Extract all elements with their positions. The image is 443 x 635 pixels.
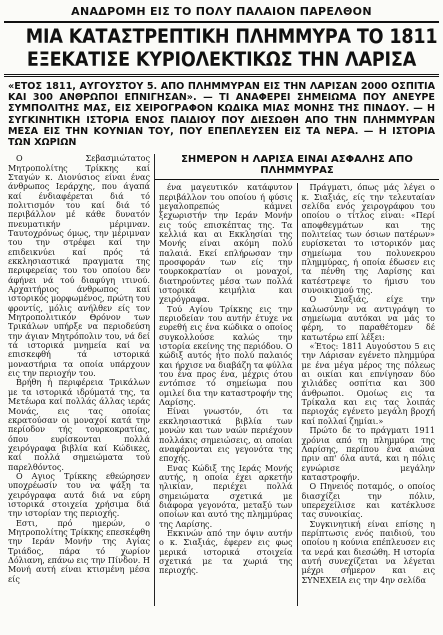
paragraph: Ο Αγιος Τρίκκης εθεώρησεν υποχρέωσίν του να ψάξη τα χειρόγραφα αυτά διά να εύρη ιστορικά στοιχεία χρήσιμα διά την ιστορίαν της περιοχής. [8,470,150,519]
divider [4,74,439,77]
lead-paragraph: «ΕΤΟΣ 1811, ΑΥΓΟΥΣΤΟΥ 5. ΑΠΟ ΠΛΗΜΜΥΡΑΝ ΕΙΣ ΤΗΝ ΛΑΡΙΣΑΝ 2000 ΟΣΠΙΤΙΑ ΚΑΙ 300 ΑΝΘΡΩΠΟΙ ΕΠΝΙΓΗΣΑΝ». — ΤΙ ΑΝΑΦΕΡΕΙ ΣΗΜΕΙΩΜΑ ΠΟΥ ΑΝΕΥΡΕ ΣΥΜΠΟΛΙΤΗΣ ΜΑΣ, ΕΙΣ ΧΕΙΡΟΓΡΑΦΟΝ ΚΩΔΙΚΑ ΜΙΑΣ ΜΟΝΗΣ ΤΗΣ ΠΙΝΔΟΥ. — Η ΣΥΓΚΙΝΗΤΙΚΗ ΙΣΤΟΡΙΑ ΕΝΟΣ ΠΑΙΔΙΟΥ ΠΟΥ ΔΙΕΣΩΘΗ ΑΠΟ ΤΗΝ ΠΛΗΜΜΥΡΑΝ ΜΕΣΑ ΕΙΣ ΤΗΝ ΚΟΥΝΙΑΝ ΤΟΥ, ΠΟΥ ΕΠΕΠΛΕΥΣΕΝ ΕΙΣ ΤΑ ΝΕΡΑ. — Η ΙΣΤΟΡΙΑ ΤΩΝ ΧΩΡΙΩΝ [8,81,435,149]
body-columns [4,154,439,606]
divider [4,21,439,23]
subheadline: ΣΗΜΕΡΟΝ Η ΛΑΡΙΣΑ ΕΙΝΑΙ ΑΣΦΑΛΗΣ ΑΠΟ ΠΛΗΜΜΥΡΑΣ [155,154,439,180]
paragraph: «Έτος: 1811 Αυγούστου 5 εις την Λάρισαν εγένετο πλημμύρα με ένα μέγα μέρος της πόλεως αι οικίαι και επνίγησαν δύο χιλιάδες οσπίτια και 300 άνθρωποι. Ομοίως εις τα Τρίκαλα και εις τας λοιπάς περιοχάς εγένετο μεγάλη βροχή καί πολλαί ζημίαι.» [301,341,435,426]
right-section [154,154,439,606]
headline-line-1: ΜΙΑ ΚΑΤΑΣΤΡΕΠΤΙΚΗ ΠΛΗΜΜΥΡΑ ΤΟ 1811 [25,25,438,48]
paragraph: Συγκινητική είναι επίσης η περίπτωσις ενός παιδιού, του οποίου η κούνια επέπλευσεν εις τα νερά και διεσώθη. Η ιστορία αυτή συνεχίζεται να λέγεται μέχρι σήμερον και εις ΣΥΝΕΧΕΙΑ εις την 4ην σελίδα [301,518,435,585]
column-1 [4,154,154,606]
column-2 [155,183,297,606]
headline-line-2: ΕΞΕΚΑΤΙΣΕ ΚΥΡΙΟΛΕΚΤΙΚΩΣ ΤΗΝ ΛΑΡΙΣΑ [26,48,417,71]
paragraph: Ο Σεβασμιώτατος Μητροπολίτης Τρίκκης καί Σταγών κ. Διονύσιος είναι ένας άνθρωπος Ιεράρχης, που άγαπά καί ένδιαφέρεται διά τό πολιτισμόν του καί διά τό περιβάλλον μέ κάθε δυνατόν πνευματικήν μέριμναν. Ταυτοχρόνως όμως, την μέριμναν του την στρέφει καί την επιδεικνύει καί πρός τά εκκλησιαστικά πραγματα της περιφερείας του του οποίου δεν άφήνει νά τού διαφύγη ιτινού. Αρχαιτήριος άνθρωπος καί ιστορικός μορφωμένος, πρώτη του φροντίς, μόλις ανήλθεν είς τον Μητροπολιτικόν Θρόνον των Τρικάλων υπήρξε να περιοδεύση την άγιαν Μητρόπολιν του, νά δεί τά ιστορικά μνημεία καί να επισκεφθή τά ιστορικά μοναστήρια τα οποία υπάρχουν εις την περιοχήν του. [8,154,150,379]
paragraph: Ο Σιαξιάς, είχε την καλωσύνην να αντιγράψη το σημείωμα αυτόκαι να μάς το φέρη, το παραθέτομεν δέ κατωτέρω επί λέξει: [301,294,435,342]
paragraph: Βρήθη ή περιφέρεια Τρικάλων με τα ιστορικά ιδρύματά της, τα Μετέωρα καί πολλάς άλλας ιεράς Μονάς, εις τας οποίας εκρατούσαν οι μοναχοί κατά την περίοδον τής τουρκοκρατίας, όπου ευρίσκονται πολλά χειρόγραφα βιβλία καί Κώδικες, καί πολλά σημειώματα τού παρελθόντος. [8,377,150,472]
kicker: ΑΝΑΔΡΟΜΗ ΕΙΣ ΤΟ ΠΟΛΥ ΠΑΛΑΙΟΝ ΠΑΡΕΛΘΟΝ [71,5,372,18]
paragraph: Πρώτο δε το πράγματι 1911 χρόνια από τη πλημμύρα της Λαρίσης, περίπου ένα αιώνα πριν απ' όλα αυτά, και η πόλις εγνώρισε μεγάλην καταστροφήν. [301,425,435,482]
inner-columns [155,183,439,606]
paragraph: Ο Πηνειός ποταμός, ο οποίος διασχίζει την πόλιν, υπερεχείλισε και κατέκλυσε τας συνοικίας. [301,481,435,520]
paragraph: Εστι, πρό ημερών, ο Μητροπολίτης Τρίκκης επεσκέφθη την Ιεράν Μονήν της Αγίας Τριάδος, πάρα τό χωρίον Δόλιανη, επάνω εις την Πίνδον. Η Μονή αυτή είναι κτισμένη μέσα είς [8,517,150,584]
paragraph: Τού Αγίου Τρίκκης εις την περιοδείαν του αυτήν έτυχε να ευρεθή εις ένα κώδικα ο οποίος συγκολλούσε καλώς την ιστορία εκείνης της περιόδου. Ο κώδιξ αυτός ήτο πολύ παλαιός και ήρχισε να διαβάζη τα φύλλα του ένα προς ένα, μέχρις ότου εντόπισε τό σημείωμα που ομιλεί δια την καταστροφήν της Λαρίσης. [159,303,293,408]
paragraph: Είναι γνωστόν, ότι τα εκκλησιαστικά βιβλία των μονών και των ναών περιέχουν πολλάκις σημειώσεις, αι οποίαι αναφέρονται εις γεγονότα της εποχής. [159,406,293,464]
paragraph: Πράγματι, όπως μάς λέγει ο κ. Σιαξιάς, είς την τελευταίαν σελίδα ενός χειρογράφου του οποίου ο τίτλος είναι: «Περί αποφθεγμάτων και της πολιτείας των όσιων πατέρων» ευρίσκεται το ιστορικόν μας σημείωμα του πολυνεκρου πλημμύρας, ή οποία έδωσεν εις τα πένθη της Λαρίσης και κατέστρεψε το ήμισυ του συνοικισμού της. [301,183,435,295]
column-3 [297,183,440,606]
paragraph: Ενας Κώδιξ της Ιεράς Μονής αυτής, η οποία έχει αρκετήν ηλικίαν, περιέχει πολλά σημειώματα σχετικά με διάφορα γεγονότα, μεταξύ των οποίων και αυτό της πλημμύρας της Λαρίσης. [159,462,293,529]
paragraph: ένα μαγευτικόν κατάφυτον περιβάλλον του οποίου ή φύσις μεγαλοπρεπώς κάμνει ξεχωριστήν την Ιεράν Μονήν εις τούς επισκέπτας της. Τα κελλιά και αι Εκκλησίαι της Μονής είναι ακόμη πολύ παλαιά. Εκεί επλήρωσαν την προσφοράν των είς την τουρκοκρατίαν οι μοναχοί, διατηρούντες μέσα των πολλά ιστορικά κειμήλια και χειρόγραφα. [159,183,293,305]
paragraph: Εκκινών από την όψιν αυτήν ο κ. Σιαξιάς, έφερεν εις φως μερικά ιστορικά στοιχεία σχετικά με τα χωριά της περιοχής. [159,527,293,576]
